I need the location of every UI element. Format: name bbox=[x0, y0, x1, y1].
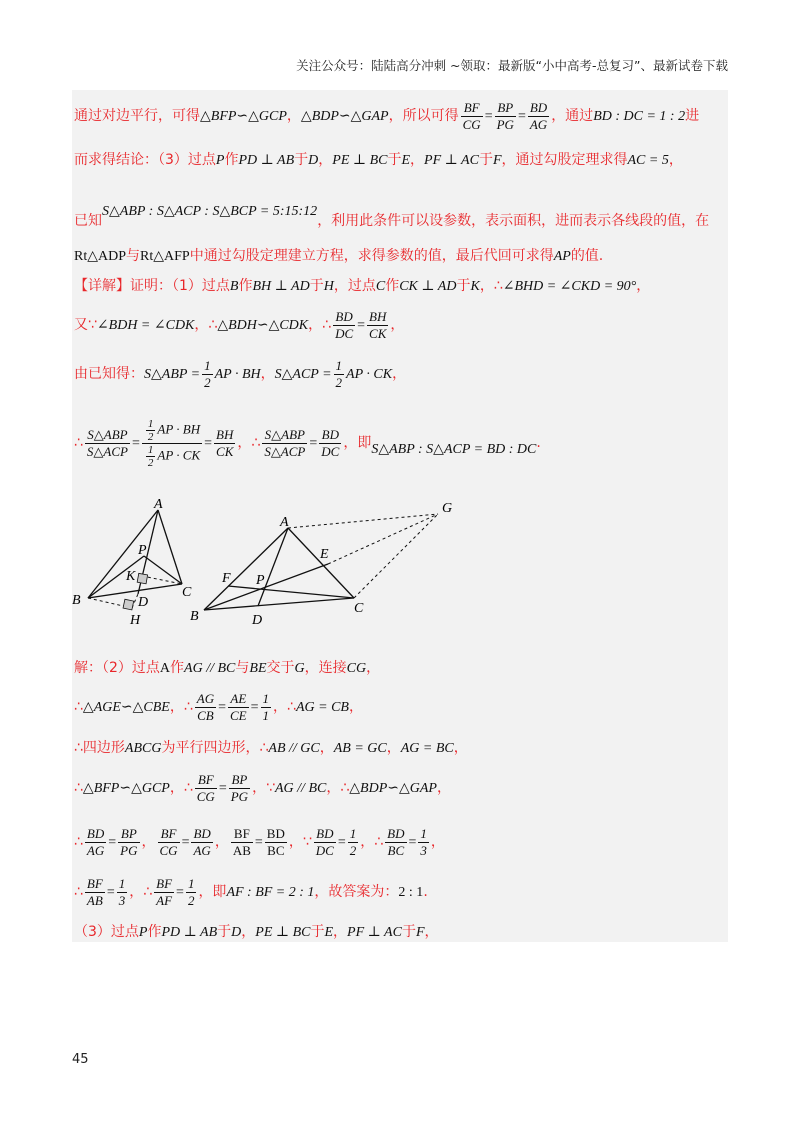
text-line-8: ∴ $\frac{\text{S△ABP}}{\text{S△ACP}}$ = $\frac{1}{2}$ AP · BH $\frac{1}{2}$ AP · CK = $\frac{BH}{CK}$ ，∴ $\frac{\text{S△ABP}}{\text{S△ACP}}$ = $\frac{BD}{DC}$ ，即S△ABP : S△ACP = BD : DC. bbox=[74, 417, 541, 469]
page-number: 45 bbox=[72, 1052, 89, 1067]
parallelogram-figure-2 bbox=[188, 496, 468, 630]
text-line-15: （3）过点P作PD ⊥ AB于D，PE ⊥ BC于E，PF ⊥ AC于F， bbox=[74, 924, 439, 940]
text-line-12: ∴△BFP∽△GCP，∴ $\frac{BF}{CG}$ = $\frac{BP}{PG}$ ，∵AG // BC，∴△BDP∽△GAP， bbox=[74, 771, 451, 804]
page-header: 关注公众号：陆陆高分冲刺 ~领取：最新版“小中高考-总复习”、最新试卷下载 bbox=[296, 58, 728, 73]
text-line-5: 【详解】证明：（1）过点B作BH ⊥ AD于H，过点C作CK ⊥ AD于K，∴∠BHD = ∠CKD = 90°， bbox=[74, 278, 651, 294]
label-d: D bbox=[252, 613, 263, 628]
label-c: C bbox=[354, 601, 364, 616]
triangle-figure-1 bbox=[70, 496, 200, 630]
label-a: A bbox=[154, 497, 163, 512]
label-k: K bbox=[126, 569, 136, 584]
text-line-13: ∴ $\frac{BD}{AG}$ = $\frac{BP}{PG}$ ， $\frac{BF}{CG}$ = $\frac{BD}{AG}$ ， $\frac{BF}{AB}$ = $\frac{BD}{BC}$ ，∵ $\frac{BD}{DC}$ = $\frac{1}{2}$ ，∴ $\frac{BD}{BC}$ = $\frac{1}{3}$ ， bbox=[74, 825, 445, 858]
text-line-1: 通过对边平行，可得△BFP∽△GCP，△BDP∽△GAP，所以可得 $\frac{BF}{CG}$ = $\frac{BP}{PG}$ = $\frac{BD}{AG}$ ，通过BD : DC = 1 : 2进 bbox=[74, 99, 700, 132]
text-line-11: ∴四边形ABCG为平行四边形，∴AB // GC，AB = GC，AG = BC， bbox=[74, 740, 468, 756]
text-line-6: 又∵∠BDH = ∠CDK，∴△BDH∽△CDK，∴ $\frac{BD}{DC}$ = $\frac{BH}{CK}$ ， bbox=[74, 308, 405, 341]
label-h: H bbox=[130, 613, 141, 628]
text-line-10: ∴△AGE∽△CBE，∴ $\frac{AG}{CB}$ = $\frac{AE}{CE}$ = $\frac{1}{1}$ ，∴AG = CB， bbox=[74, 690, 363, 723]
label-b: B bbox=[72, 593, 81, 608]
label-a: A bbox=[280, 515, 289, 530]
text-line-4: Rt△ADP与Rt△AFP中通过勾股定理建立方程，求得参数的值，最后代回可求得AP的值. bbox=[74, 248, 604, 264]
text-line-3: 已知S△ABP : S△ACP : S△BCP = 5:15:12，利用此条件可以设参数，表示面积，进而表示各线段的值，在 bbox=[74, 204, 710, 229]
label-b: B bbox=[190, 609, 199, 624]
text-line-9: 解：（2）过点A作AG // BC与BE交于G，连接CG， bbox=[74, 660, 381, 676]
text-line-14: ∴ $\frac{BF}{AB}$ = $\frac{1}{3}$ ，∴ $\frac{BF}{AF}$ = $\frac{1}{2}$ ，即AF : BF = 2 : 1，故答案为：2 : 1. bbox=[74, 875, 428, 908]
fraction: $\frac{BD}{AG}$ bbox=[529, 99, 548, 132]
label-c: C bbox=[182, 585, 192, 600]
label-e: E bbox=[320, 547, 329, 562]
label-p: P bbox=[138, 543, 147, 558]
label-g: G bbox=[442, 501, 453, 516]
label-d: D bbox=[138, 595, 149, 610]
label-f: F bbox=[222, 571, 231, 586]
fraction: $\frac{BF}{CG}$ bbox=[462, 99, 481, 132]
text-line-2: 而求得结论：（3）过点P作PD ⊥ AB于D，PE ⊥ BC于E，PF ⊥ AC于F，通过勾股定理求得AC = 5， bbox=[74, 152, 683, 168]
text-line-7: 由已知得：S△ABP = $\frac{1}{2}$ AP · BH，S△ACP = $\frac{1}{2}$ AP · CK， bbox=[74, 357, 407, 390]
fraction: $\frac{BP}{PG}$ bbox=[496, 99, 514, 132]
label-p: P bbox=[256, 573, 265, 588]
